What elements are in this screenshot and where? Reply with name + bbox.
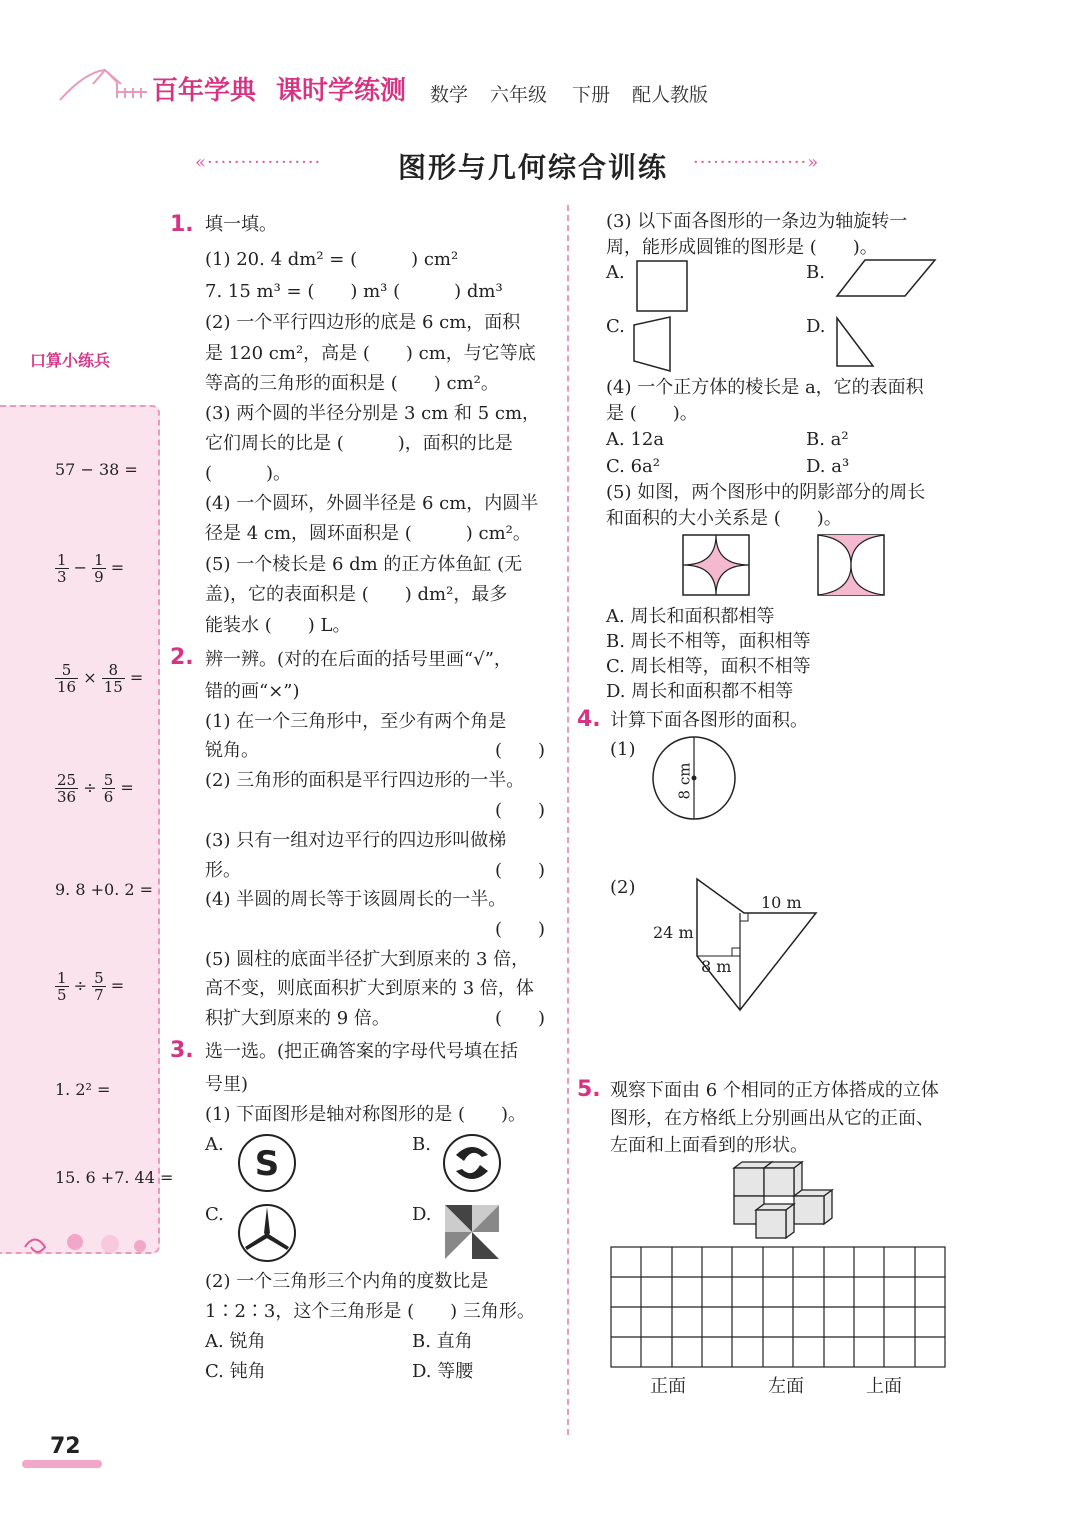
q3-part2-option: C. 钝角 — [205, 1361, 266, 1382]
sidebar-item: $\frac{1}{5}$ ÷ $\frac{5}{7}$ = — [57, 969, 125, 1004]
q4-part2-label: (2) — [610, 877, 636, 898]
series-name: 课时学练测 — [276, 76, 407, 106]
view-label-top: 上面 — [866, 1376, 902, 1397]
view-label-front: 正面 — [650, 1376, 686, 1397]
subject: 数学 — [430, 84, 469, 106]
option-label: B. — [806, 262, 825, 283]
q5-line: 左面和上面看到的形状。 — [610, 1135, 808, 1156]
q3-part5-option: C. 周长相等，面积不相等 — [606, 656, 811, 677]
swirl-ornament-icon — [15, 1222, 155, 1267]
q3-part5-option: A. 周长和面积都相等 — [606, 606, 775, 627]
page-number-bar — [22, 1460, 102, 1468]
option-label: C. — [205, 1204, 224, 1225]
q3-part4-option: C. 6a² — [606, 456, 660, 477]
q2-line: 锐角。 — [205, 740, 259, 761]
q2-line: (4) 半圆的周长等于该圆周长的一半。 — [205, 889, 507, 910]
shaded-star-figure — [682, 534, 752, 596]
square-shape — [636, 260, 690, 314]
sidebar-item: 9. 8 +0. 2 = — [55, 880, 154, 899]
q3-part2-option: B. 直角 — [412, 1331, 473, 1352]
q2-line: (3) 只有一组对边平行的四边形叫做梯 — [205, 830, 507, 851]
q1-line: (1) 20. 4 dm² = ( ) cm² — [205, 249, 459, 270]
q3-part3-line: 周，能形成圆锥的图形是 ( )。 — [606, 237, 878, 258]
q2-heading-cont: 错的画“×”) — [205, 681, 300, 702]
q3-part4-line: 是 ( )。 — [606, 403, 698, 424]
q1-line: 等高的三角形的面积是 ( ) cm²。 — [205, 373, 499, 394]
q1-line: 它们周长的比是 ( )，面积的比是 — [205, 433, 513, 454]
dimension-inner: 8 m — [701, 957, 732, 976]
q1-heading: 填一填。 — [205, 214, 277, 235]
parallelogram-shape — [835, 258, 937, 298]
q3-heading: 选一选。(把正确答案的字母代号填在括 — [205, 1041, 519, 1062]
q2-line: (2) 三角形的面积是平行四边形的一半。 — [205, 770, 525, 791]
q2-answer-blank[interactable]: ( ) — [495, 1008, 546, 1029]
right-triangle-shape — [834, 315, 876, 369]
q1-line: (2) 一个平行四边形的底是 6 cm，面积 — [205, 312, 521, 333]
q1-line: 能装水 ( ) L。 — [205, 615, 351, 636]
q3-part5-line: (5) 如图，两个图形中的阴影部分的周长 — [606, 482, 926, 503]
q1-line: ( )。 — [205, 463, 292, 484]
answer-grid[interactable] — [610, 1246, 947, 1370]
view-label-left: 左面 — [768, 1376, 804, 1397]
q3-part5-option: D. 周长和面积都不相等 — [606, 681, 794, 702]
three-point-star-icon — [237, 1203, 297, 1263]
q3-part4-option: D. a³ — [806, 456, 850, 477]
page-title: 图形与几何综合训练 — [398, 151, 669, 184]
q1-line: (3) 两个圆的半径分别是 3 cm 和 5 cm， — [205, 403, 541, 424]
q2-answer-blank[interactable]: ( ) — [495, 740, 546, 761]
q3-part2-option: A. 锐角 — [205, 1331, 266, 1352]
q5-line: 图形，在方格纸上分别画出从它的正面、 — [610, 1108, 934, 1129]
q2-answer-blank[interactable]: ( ) — [495, 800, 546, 821]
q3-part4-option: A. 12a — [606, 429, 665, 450]
q4-number: 4. — [577, 707, 601, 732]
circle-figure — [650, 736, 740, 822]
q1-line: (4) 一个圆环，外圆半径是 6 cm，内圆半 — [205, 493, 539, 514]
sidebar-item: $\frac{5}{16}$ × $\frac{8}{15}$ = — [57, 661, 144, 696]
mental-math-sidebar — [0, 405, 160, 1254]
q1-line: (5) 一个棱长是 6 dm 的正方体鱼缸 (无 — [205, 554, 523, 575]
sidebar-item: $\frac{1}{3}$ − $\frac{1}{9}$ = — [57, 551, 125, 586]
q3-part2-option: D. 等腰 — [412, 1361, 474, 1382]
sidebar-item: 15. 6 +7. 44 = — [55, 1168, 174, 1187]
q3-part2-line: (2) 一个三角形三个内角的度数比是 — [205, 1271, 489, 1292]
option-label: D. — [806, 316, 826, 337]
pinwheel-icon — [445, 1205, 499, 1259]
edition: 配人教版 — [632, 84, 709, 106]
q3-part4-option: B. a² — [806, 429, 849, 450]
q4-heading: 计算下面各图形的面积。 — [610, 710, 808, 731]
column-divider — [567, 205, 569, 1435]
q3-part4-line: (4) 一个正方体的棱长是 a，它的表面积 — [606, 377, 924, 398]
q3-part3-line: (3) 以下面各图形的一条边为轴旋转一 — [606, 211, 908, 232]
q1-line: 径是 4 cm，圆环面积是 ( ) cm²。 — [205, 523, 531, 544]
q2-line: 高不变，则底面积扩大到原来的 3 倍，体 — [205, 978, 534, 999]
trapezoid-shape — [632, 315, 674, 373]
q3-number: 3. — [170, 1038, 194, 1063]
sidebar-item: 1. 2² = — [55, 1080, 111, 1099]
q2-line: 形。 — [205, 860, 241, 881]
q3-heading-cont: 号里) — [205, 1074, 249, 1095]
sidebar-badge: 口算小练兵 — [30, 351, 111, 370]
cube-stack-figure — [728, 1160, 846, 1242]
grade: 六年级 — [490, 84, 548, 106]
q1-line: 盖)，它的表面积是 ( ) dm²，最多 — [205, 584, 508, 605]
q2-line: (1) 在一个三角形中，至少有两个角是 — [205, 711, 507, 732]
q1-line: 是 120 cm²，高是 ( ) cm，与它等底 — [205, 343, 536, 364]
option-label: A. — [606, 262, 625, 283]
q3-part5-line: 和面积的大小关系是 ( )。 — [606, 508, 842, 529]
q2-line: (5) 圆柱的底面半径扩大到原来的 3 倍， — [205, 949, 530, 970]
q2-number: 2. — [170, 645, 194, 670]
page-number: 72 — [50, 1434, 81, 1459]
q3-part5-option: B. 周长不相等，面积相等 — [606, 631, 811, 652]
q3-part1: (1) 下面图形是轴对称图形的是 ( )。 — [205, 1104, 526, 1125]
q5-line: 观察下面由 6 个相同的正方体搭成的立体 — [610, 1080, 939, 1101]
q2-heading: 辨一辨。(对的在后面的括号里画“√”， — [205, 649, 512, 670]
q2-answer-blank[interactable]: ( ) — [495, 860, 546, 881]
q4-part1-label: (1) — [610, 739, 636, 760]
shaded-hourglass-figure — [817, 534, 887, 596]
option-label: B. — [412, 1134, 431, 1155]
q2-answer-blank[interactable]: ( ) — [495, 919, 546, 940]
svg-text:S: S — [254, 1144, 280, 1184]
sidebar-item: 57 − 38 = — [55, 460, 138, 479]
recycle-symbol-icon — [442, 1133, 502, 1193]
q1-number: 1. — [170, 212, 194, 237]
brand-name: 百年学典 — [152, 76, 257, 106]
option-label: A. — [205, 1134, 224, 1155]
dimension-left: 24 m — [653, 923, 694, 942]
q3-part2-line: 1∶2∶3，这个三角形是 ( ) 三角形。 — [205, 1301, 535, 1322]
volume: 下册 — [572, 84, 611, 106]
option-label: D. — [412, 1204, 432, 1225]
title-right-ornament: ·················» — [693, 152, 820, 173]
q2-line: 积扩大到原来的 9 倍。 — [205, 1008, 390, 1029]
q5-number: 5. — [577, 1077, 601, 1102]
house-logo-icon — [55, 62, 150, 104]
s-symbol-icon — [237, 1133, 297, 1193]
q1-line: 7. 15 m³ = ( ) m³ ( ) dm³ — [205, 281, 503, 302]
title-left-ornament: «················· — [195, 152, 322, 173]
circle-diameter-label: 8 cm — [675, 762, 694, 800]
dimension-top: 10 m — [761, 893, 802, 912]
option-label: C. — [606, 316, 625, 337]
sidebar-item: $\frac{25}{36}$ ÷ $\frac{5}{6}$ = — [57, 771, 134, 806]
